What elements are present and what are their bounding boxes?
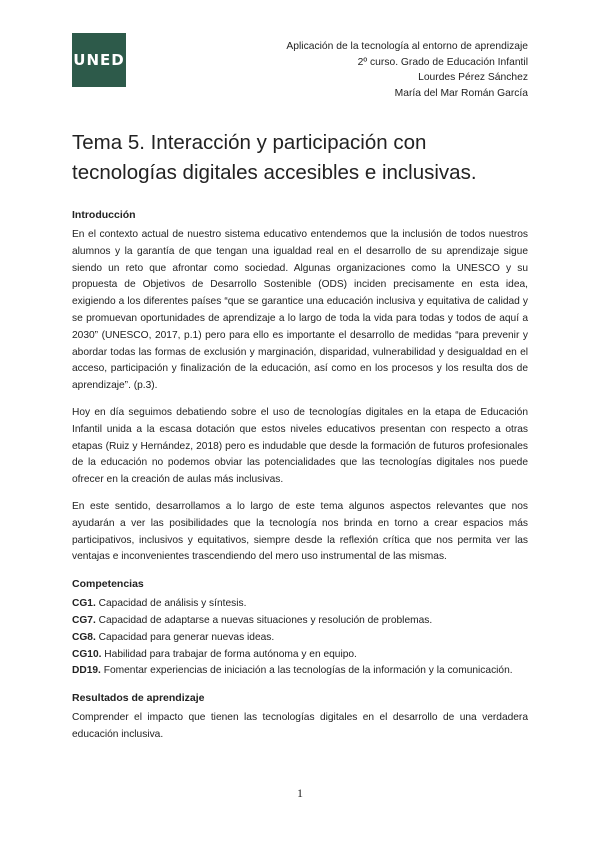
competencia-item — [72, 647, 528, 664]
header-author-2: María del Mar Román García — [394, 87, 528, 99]
competencia-text: Capacidad para generar nuevas ideas. — [98, 631, 275, 643]
resultados-text: Comprender el impacto que tienen las tecnologías digitales en el desarrollo de una verdadera educación inclusiva. — [72, 712, 528, 740]
competencia-code: CG8. — [72, 631, 96, 643]
document-header — [286, 39, 528, 101]
competencia-code: CG7. — [72, 614, 96, 626]
competencias-heading: Competencias — [72, 578, 144, 591]
intro-paragraph-3: En este sentido, desarrollamos a lo largo de este tema algunos aspectos relevantes que nos ayudarán a ver las posibilidades que la tecnología nos brinda en torno a crear espacios más participativos, inclusivos y equitativos, siempre desde la reflexión crítica que nos permita ver las ventajas e inconvenientes trascendiendo del mero uso instrumental de las mismas. — [72, 500, 528, 563]
competencia-item — [72, 630, 528, 647]
competencia-text: Capacidad de análisis y síntesis. — [98, 598, 247, 610]
intro-paragraph-2: Hoy en día seguimos debatiendo sobre el uso de tecnologías digitales en la etapa de Educación Infantil unida a la escasa dotación que estos niveles educativos presentan con respecto a otras etapas (Ruiz y Hernández, 2018) pero es indudable que desde la formación de futuros profesionales de la educación no podemos obviar las potencialidades que las tecnologías digitales nos puede ofrecer en la creación de aulas más inclusivas. — [72, 406, 528, 486]
uned-logo — [72, 33, 126, 87]
competencia-item — [72, 613, 528, 630]
competencia-code: CG1. — [72, 598, 96, 610]
competencia-code: CG10. — [72, 648, 102, 660]
competencia-text: Habilidad para trabajar de forma autónoma y en equipo. — [104, 648, 357, 660]
intro-paragraph-1: En el contexto actual de nuestro sistema educativo entendemos que la inclusión de todos nuestros alumnos y la garantía de que tengan una igualdad real en el desarrollo de su aprendizaje sigue siendo un reto que afrontar como sociedad. Algunas organizaciones como la UNESCO y su propuesta de Objetivos de Desarrollo Sostenible (ODS) inciden precisamente en esta idea, exigiendo a los diferentes países “que se garantice una educación inclusiva y equitativa de calidad y se promuevan oportunidades de aprendizaje a lo largo de toda la vida para todas y todos de aquí a 2030” (UNESCO, 2017, p.1) pero para ello es importante el desarrollo de medidas “para prevenir y abordar todas las formas de exclusión y marginación, disparidad, vulnerabilidad y desigualdad en el acceso, participación y finalización de la educación, así como en los procesos y los resulta dos de aprendizaje”. (p.3). — [72, 229, 528, 392]
page-title: Tema 5. Interacción y participación con tecnologías digitales accesibles e inclusivas. — [72, 131, 477, 184]
header-course: Aplicación de la tecnología al entorno de aprendizaje — [286, 41, 528, 52]
header-degree: 2º curso. Grado de Educación Infantil — [357, 56, 528, 68]
logo-text: UNED — [73, 51, 125, 69]
competencia-item — [72, 663, 528, 680]
competencia-item — [72, 596, 528, 613]
document-body — [72, 209, 528, 744]
competencia-text: Capacidad de adaptarse a nuevas situaciones y resolución de problemas. — [98, 614, 433, 626]
header-author-1: Lourdes Pérez Sánchez — [418, 72, 528, 84]
competencia-text: Fomentar experiencias de iniciación a las tecnologías de la información y la comunicación. — [103, 665, 513, 677]
intro-heading: Introducción — [72, 209, 136, 221]
competencia-code: DD19. — [72, 665, 101, 677]
resultados-heading: Resultados de aprendizaje — [72, 692, 205, 705]
page-number: 1 — [297, 786, 303, 800]
